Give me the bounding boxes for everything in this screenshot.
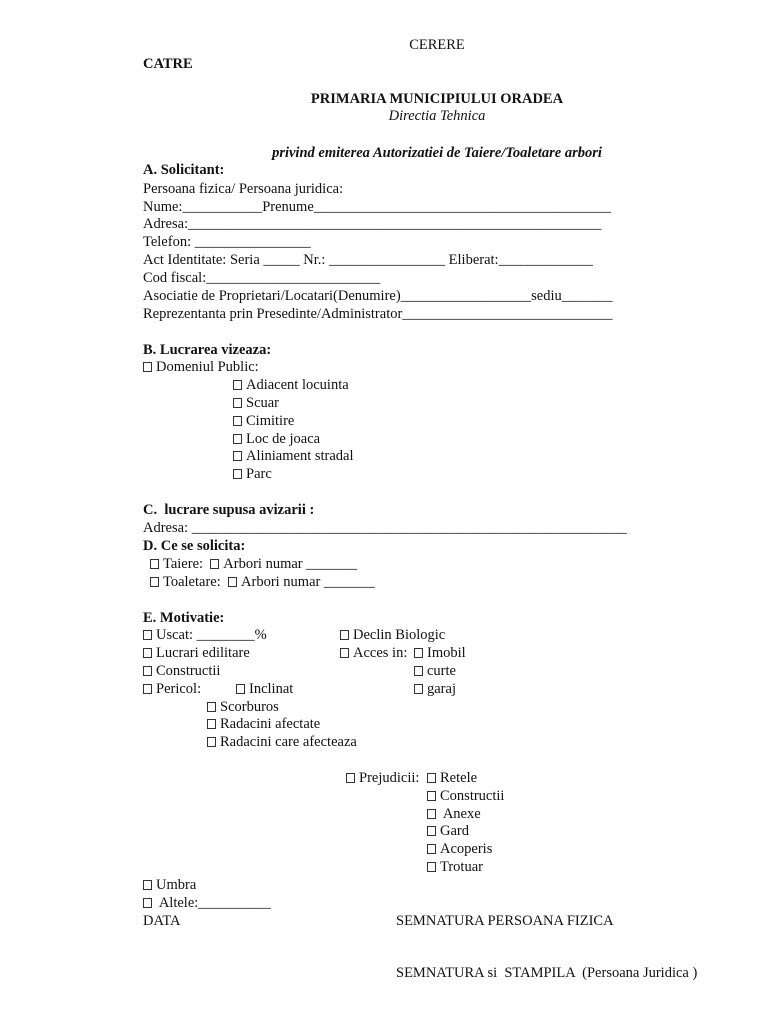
checkbox-icon[interactable] — [233, 469, 242, 479]
checkbox-icon[interactable] — [340, 648, 349, 658]
checkbox-icon[interactable] — [427, 791, 436, 801]
act-identitate-field[interactable]: Act Identitate: Seria _____ Nr.: ________________ Eliberat:_____________ — [143, 252, 593, 268]
checkbox-icon[interactable] — [427, 844, 436, 854]
form-title: CERERE — [409, 37, 465, 53]
adresa-field[interactable]: Adresa:_________________________________________________________ — [143, 216, 602, 232]
checkbox-icon[interactable] — [143, 630, 152, 640]
option-acces-in[interactable]: Acces in: — [340, 644, 407, 662]
checkbox-icon[interactable] — [233, 416, 242, 426]
option-acoperis[interactable]: Acoperis — [427, 840, 492, 858]
checkbox-icon[interactable] — [233, 398, 242, 408]
option-anexe[interactable]: Anexe — [427, 805, 481, 823]
checkbox-icon[interactable] — [427, 862, 436, 872]
checkbox-icon[interactable] — [228, 577, 237, 587]
checkbox-icon[interactable] — [210, 559, 219, 569]
checkbox-icon[interactable] — [233, 380, 242, 390]
taiere-row[interactable]: Taiere: Arbori numar _______ — [150, 555, 357, 573]
nume-field[interactable]: Nume:___________Prenume_________________________________________ — [143, 199, 612, 215]
option-gard[interactable]: Gard — [427, 822, 469, 840]
option-aliniament-stradal[interactable]: Aliniament stradal — [233, 447, 354, 465]
option-adiacent-locuinta[interactable]: Adiacent locuinta — [233, 376, 349, 394]
checkbox-icon[interactable] — [150, 559, 159, 569]
checkbox-icon[interactable] — [414, 666, 423, 676]
reprezentanta-field[interactable]: Reprezentanta prin Presedinte/Administrator_____________________________ — [143, 306, 613, 322]
checkbox-icon[interactable] — [340, 630, 349, 640]
asociatie-field[interactable]: Asociatie de Proprietari/Locatari(Denumire)__________________sediu_______ — [143, 288, 613, 304]
option-prejudicii-constructii[interactable]: Constructii — [427, 787, 504, 805]
option-imobil[interactable]: Imobil — [414, 644, 466, 662]
checkbox-icon[interactable] — [427, 809, 436, 819]
option-prejudicii[interactable]: Prejudicii: — [346, 769, 419, 787]
section-a-title: A. Solicitant: — [143, 162, 225, 178]
section-d-title: D. Ce se solicita: — [143, 538, 246, 554]
toaletare-row[interactable]: Toaletare: Arbori numar _______ — [150, 573, 375, 591]
semnatura-juridica-label: SEMNATURA si STAMPILA (Persoana Juridica ) — [396, 965, 698, 981]
checkbox-icon[interactable] — [427, 826, 436, 836]
section-e-title: E. Motivatie: — [143, 610, 225, 626]
checkbox-icon[interactable] — [346, 773, 355, 783]
checkbox-icon[interactable] — [233, 434, 242, 444]
checkbox-icon[interactable] — [143, 684, 152, 694]
checkbox-icon[interactable] — [143, 880, 152, 890]
option-radacini-care-afecteaza[interactable]: Radacini care afecteaza — [207, 733, 357, 751]
checkbox-icon[interactable] — [207, 719, 216, 729]
checkbox-icon[interactable] — [427, 773, 436, 783]
checkbox-icon[interactable] — [143, 648, 152, 658]
option-uscat[interactable]: Uscat: ________% — [143, 626, 267, 644]
catre-label: CATRE — [143, 56, 193, 72]
section-b-title: B. Lucrarea vizeaza: — [143, 342, 272, 358]
option-inclinat[interactable]: Inclinat — [236, 680, 293, 698]
option-pericol[interactable]: Pericol: — [143, 680, 201, 698]
department-name: Directia Tehnica — [388, 108, 486, 124]
persoana-line: Persoana fizica/ Persoana juridica: — [143, 181, 344, 197]
checkbox-icon[interactable] — [207, 702, 216, 712]
lucrare-adresa-field[interactable]: Adresa: ____________________________________________________________ — [143, 520, 627, 536]
semnatura-fizica-label: SEMNATURA PERSOANA FIZICA — [396, 913, 614, 929]
option-radacini-afectate[interactable]: Radacini afectate — [207, 715, 320, 733]
option-constructii[interactable]: Constructii — [143, 662, 220, 680]
option-scuar[interactable]: Scuar — [233, 394, 279, 412]
option-cimitire[interactable]: Cimitire — [233, 412, 294, 430]
option-retele[interactable]: Retele — [427, 769, 477, 787]
domeniul-public-option[interactable]: Domeniul Public: — [143, 358, 259, 376]
data-label: DATA — [143, 913, 181, 929]
checkbox-icon[interactable] — [143, 898, 152, 908]
option-curte[interactable]: curte — [414, 662, 456, 680]
telefon-field[interactable]: Telefon: ________________ — [143, 234, 311, 250]
checkbox-icon[interactable] — [414, 648, 423, 658]
checkbox-icon[interactable] — [233, 451, 242, 461]
checkbox-icon[interactable] — [150, 577, 159, 587]
option-trotuar[interactable]: Trotuar — [427, 858, 483, 876]
option-umbra[interactable]: Umbra — [143, 876, 196, 894]
option-lucrari-edilitare[interactable]: Lucrari edilitare — [143, 644, 250, 662]
section-c-title: C. lucrare supusa avizarii : — [143, 502, 315, 518]
checkbox-icon[interactable] — [236, 684, 245, 694]
option-scorburos[interactable]: Scorburos — [207, 698, 279, 716]
cod-fiscal-field[interactable]: Cod fiscal:________________________ — [143, 270, 381, 286]
form-subject: privind emiterea Autorizatiei de Taiere/Toaletare arbori — [272, 145, 602, 161]
option-parc[interactable]: Parc — [233, 465, 272, 483]
institution-name: PRIMARIA MUNICIPIULUI ORADEA — [310, 91, 564, 107]
option-garaj[interactable]: garaj — [414, 680, 456, 698]
checkbox-icon[interactable] — [414, 684, 423, 694]
checkbox-icon[interactable] — [207, 737, 216, 747]
option-loc-de-joaca[interactable]: Loc de joaca — [233, 430, 320, 448]
checkbox-icon[interactable] — [143, 666, 152, 676]
option-declin-biologic[interactable]: Declin Biologic — [340, 626, 445, 644]
option-altele[interactable]: Altele:__________ — [143, 894, 271, 912]
checkbox-icon[interactable] — [143, 362, 152, 372]
